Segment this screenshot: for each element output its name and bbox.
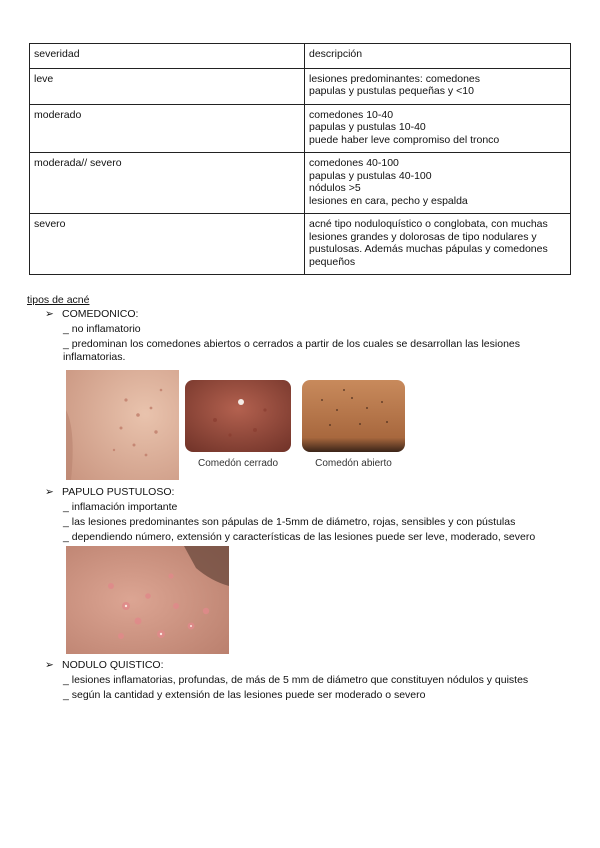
severity-cell: leve	[30, 68, 305, 104]
severity-cell: moderado	[30, 104, 305, 153]
acne-types-heading: tipos de acné	[27, 294, 90, 306]
header-description: descripción	[305, 44, 571, 69]
table-row	[30, 104, 571, 153]
description-line: lesiones en cara, pecho y espalda	[309, 194, 468, 207]
severity-cell: severo	[30, 214, 305, 275]
open-comedone-photo	[302, 380, 405, 452]
type-point: _ las lesiones predominantes son pápulas de 1-5mm de diámetro, rojas, sensibles y con pústulas	[63, 516, 516, 528]
table-row	[30, 153, 571, 214]
bullet-comedonico	[45, 308, 138, 320]
severity-cell: moderada// severo	[30, 153, 305, 214]
description-line: puede haber leve compromiso del tronco	[309, 133, 500, 146]
papulopustular-acne-photo	[66, 546, 229, 654]
type-point: _ según la cantidad y extensión de las lesiones puede ser moderado o severo	[63, 689, 426, 701]
description-line: acné tipo noduloquístico o conglobata, con muchas	[309, 218, 548, 230]
description-line: pustulosas. Además muchas pápulas y comedones	[309, 243, 548, 255]
description-line: lesiones grandes y dolorosas de tipo nodulares y	[309, 230, 537, 243]
arrow-bullet-icon: ➢	[45, 486, 54, 498]
description-line: nódulos >5	[309, 182, 361, 194]
caption-closed-comedone: Comedón cerrado	[197, 458, 279, 469]
type-point: _ no inflamatorio	[63, 323, 141, 335]
description-cell	[305, 153, 571, 214]
closed-comedone-photo	[185, 380, 291, 452]
table-row	[30, 214, 571, 275]
header-severity: severidad	[30, 44, 305, 69]
description-cell	[305, 104, 571, 153]
description-line: comedones 10-40	[309, 108, 394, 121]
description-line: lesiones predominantes: comedones	[309, 72, 481, 85]
description-cell	[305, 214, 571, 275]
bullet-nodulo-quistico	[45, 659, 164, 671]
type-point: _ inflamación importante	[63, 501, 178, 513]
description-line: comedones 40-100	[309, 157, 399, 169]
comedonal-acne-cheek-photo	[66, 370, 179, 480]
type-name: NODULO QUISTICO:	[62, 659, 164, 671]
bullet-papulo-pustuloso	[45, 486, 174, 498]
table-row	[30, 68, 571, 104]
type-name: COMEDONICO:	[62, 308, 139, 320]
type-point: _ dependiendo número, extensión y características de las lesiones puede ser leve, moderado, severo	[63, 531, 536, 543]
arrow-bullet-icon: ➢	[45, 659, 54, 671]
table-header-row	[30, 44, 571, 69]
description-line: papulas y pustulas 40-100	[309, 169, 432, 182]
description-line: papulas y pustulas pequeñas y <10	[309, 85, 474, 97]
type-name: PAPULO PUSTULOSO:	[62, 486, 175, 498]
caption-open-comedone: Comedón abierto	[315, 458, 392, 469]
severity-table	[29, 43, 571, 275]
description-line: pequeños	[309, 255, 356, 268]
type-point: _ predominan los comedones abiertos o cerrados a partir de los cuales se desarrollan las lesiones inflamatorias.	[63, 338, 521, 363]
description-line: papulas y pustulas 10-40	[309, 121, 426, 133]
description-cell	[305, 68, 571, 104]
type-point: _ lesiones inflamatorias, profundas, de más de 5 mm de diámetro que constituyen nódulos y quistes	[63, 674, 529, 686]
arrow-bullet-icon: ➢	[45, 308, 54, 320]
